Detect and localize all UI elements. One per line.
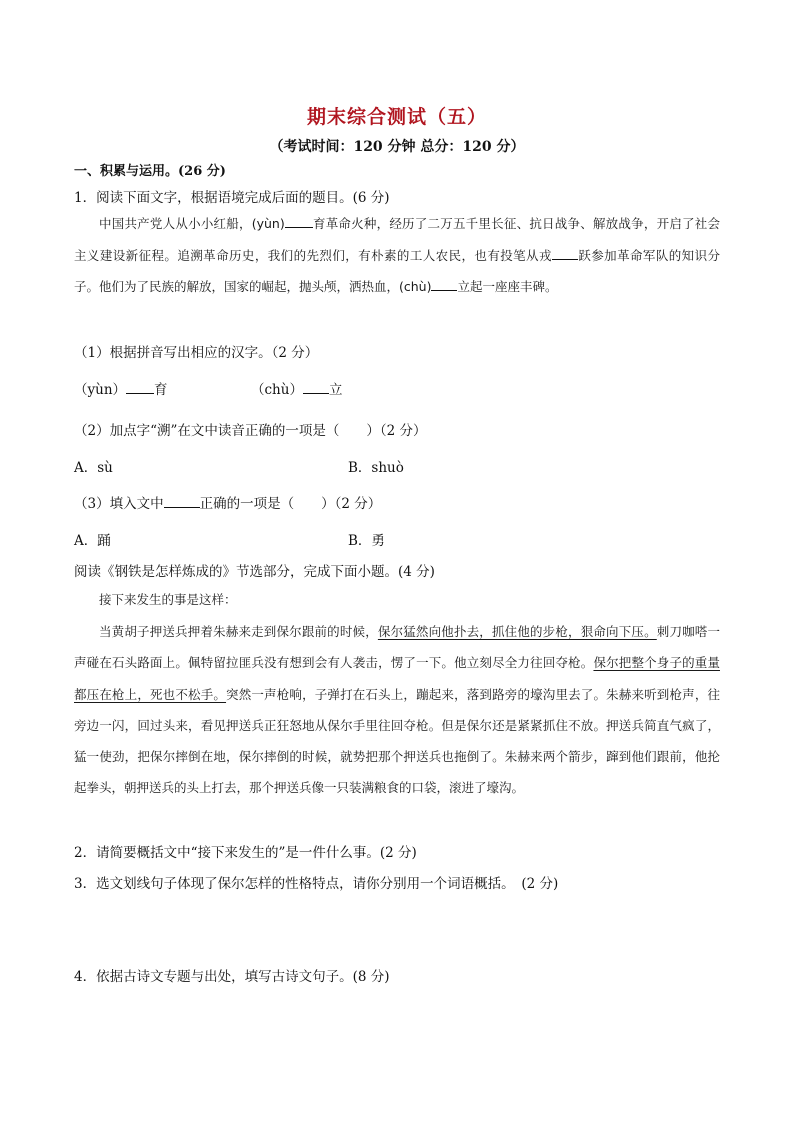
reading-passage — [74, 616, 720, 804]
exam-info: （考试时间：120 分钟 总分：120 分） — [269, 139, 525, 155]
option-b[interactable]: B．shuò — [348, 460, 404, 476]
answer-blank[interactable] — [285, 215, 313, 228]
answer-blank[interactable] — [126, 381, 154, 394]
option-a[interactable]: A．sù — [74, 460, 113, 476]
character-suffix: 立 — [328, 382, 343, 398]
subquestion-3 — [74, 492, 381, 512]
passage-part: 育革命火种，经历了二万五千里长征、抗日战争、解放战争，开启了社会主义建设新征程。追溯革命历史，我们的先烈们，有朴素的工人农民，也有投笔从戎 — [74, 216, 720, 263]
answer-blank[interactable] — [303, 381, 329, 394]
option-b[interactable]: B．勇 — [348, 533, 385, 549]
subquestion-1-answer-b — [251, 378, 342, 398]
pinyin: （chù） — [251, 382, 303, 398]
passage-part: 立起一座座丰碑。 — [457, 279, 558, 294]
passage-sentence: 突然一声枪响，子弹打在石头上，蹦起来，落到路旁的壕沟里去了。朱赫来听到枪声，往旁边一闪，回过头来，看见押送兵正狂怒地从保尔手里往回夺枪。但是保尔还是紧紧抓住不放。押送兵简直气疯了，猛一使劲，把保尔摔倒在地，保尔摔倒的时候，就势把那个押送兵也拖倒了。朱赫来两个箭步，蹿到他们跟前，他抡起拳头，朝押送兵的头上打去，那个押送兵像一只装满粮食的口袋，滚进了壕沟。 — [74, 686, 720, 796]
underlined-sentence: 保尔猛然向他扑去，抓住他的步枪，狠命向下压。 — [377, 624, 657, 639]
question-2: 2．请简要概括文中“接下来发生的”是一件什么事。(2 分) — [74, 845, 417, 861]
question-3: 3．选文划线句子体现了保尔怎样的性格特点，请你分别用一个词语概括。 (2 分) — [74, 876, 559, 892]
passage-sentence: 刺刀咖嗒一声碰在石头路面上。佩特留拉匪兵没有想到会有人袭击，愣了一下。他立刻尽全力往回夺枪。 — [74, 624, 720, 671]
reading-lead: 接下来发生的事是这样： — [99, 592, 237, 607]
page-title: 期末综合测试（五） — [306, 106, 487, 128]
passage-part: 跃参加革命军队的知识分子。他们为了民族的解放，国家的崛起，抛头颅，洒热血，(chù) — [74, 247, 720, 294]
character-suffix: 育 — [154, 382, 168, 398]
subquestion-1-answer-a — [74, 378, 168, 398]
question-1-stem: 1．阅读下面文字，根据语境完成后面的题目。(6 分) — [74, 190, 390, 206]
question-1-passage — [74, 208, 720, 303]
subquestion-2: （2）加点字“溯”在文中读音正确的一项是（ ）（2 分） — [74, 423, 427, 439]
answer-blank[interactable] — [431, 278, 457, 291]
passage-part: 中国共产党人从小小红船，(yùn) — [99, 216, 285, 231]
underlined-sentence: 保尔把整个身子的重量都压在枪上，死也不松手。 — [74, 655, 720, 702]
question-4: 4．依据古诗文专题与出处，填写古诗文句子。(8 分) — [74, 969, 390, 985]
reading-intro: 阅读《钢铁是怎样炼成的》节选部分，完成下面小题。(4 分) — [74, 564, 435, 580]
passage-sentence: 当黄胡子押送兵押着朱赫来走到保尔跟前的时候， — [99, 624, 378, 639]
pinyin: （yùn） — [74, 382, 127, 398]
answer-blank[interactable] — [552, 247, 578, 260]
answer-blank — [164, 495, 200, 508]
subquestion-3-suffix: 正确的一项是（ ）（2 分） — [199, 496, 382, 512]
section-heading: 一、积累与运用。(26 分) — [74, 164, 226, 179]
subquestion-1: （1）根据拼音写出相应的汉字。（2 分） — [74, 345, 319, 361]
subquestion-3-prefix: （3）填入文中 — [74, 496, 164, 512]
option-a[interactable]: A．踊 — [74, 533, 111, 549]
